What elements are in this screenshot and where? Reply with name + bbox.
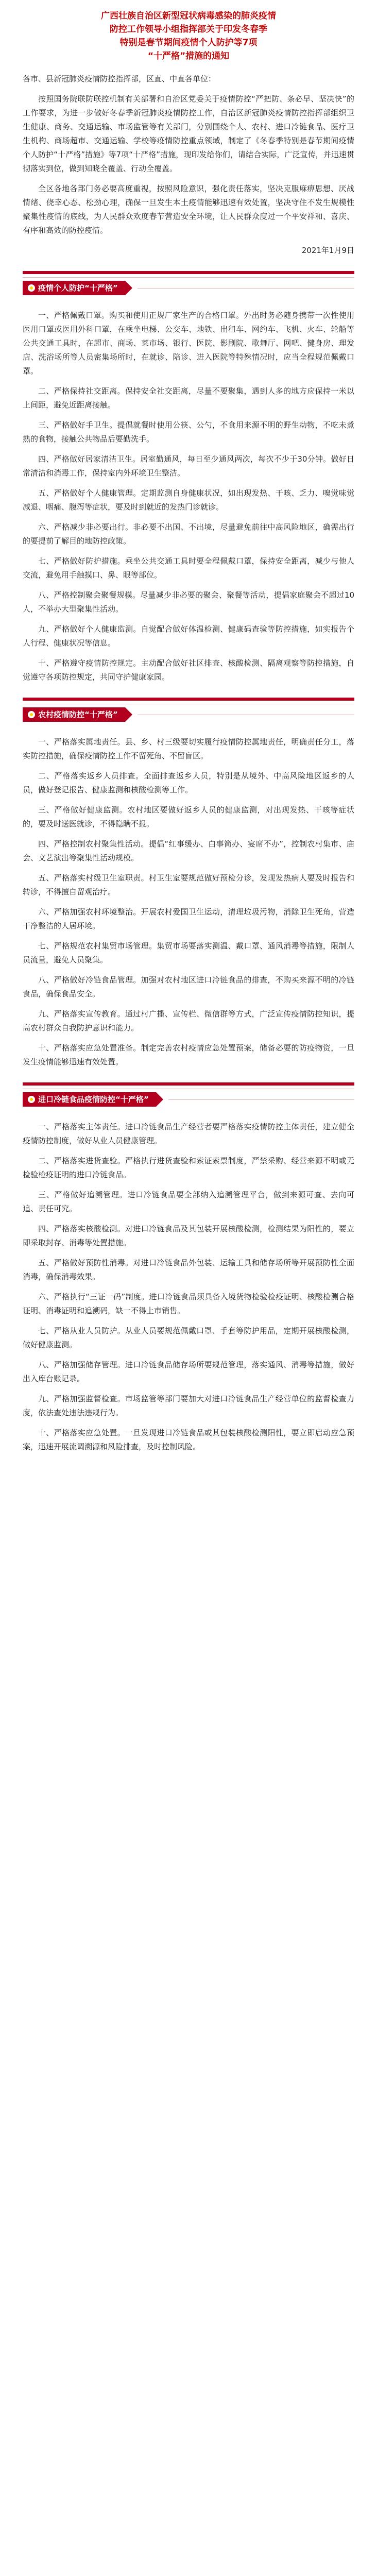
section-paragraph: 二、严格落实进货查验。严格执行进货查验和索证索票制度，严禁采购、经营来源不明或无检验检疫证明的进口冷链食品。 <box>23 1156 354 1179</box>
section-paragraph: 四、严格落实核酸检测。对进口冷链食品及其包装开展核酸检测，检测结果为阳性的，要立即采取封存、消毒等处置措施。 <box>23 1224 354 1247</box>
section-paragraph: 九、严格加强监督检查。市场监管等部门要加大对进口冷链食品生产经营单位的监督检查力度，依法查处违法违规行为。 <box>23 1394 354 1417</box>
section-paragraph: 九、严格做好个人健康监测。自觉配合做好体温检测、健康码查验等防控措施，如实报告个人行程、健康状况等信息。 <box>23 624 354 648</box>
intro-closing: 全区各地各部门务必要高度重视，按照风险意识，强化责任落实，坚决克服麻痹思想、厌战情绪、侥幸心态、松劲心理，确保一旦发生本土疫情能够迅速有效处置，坚决守住不发生规模性聚集性疫情的底线，为人民群众欢度春节营造安全环境，让人民群众度过一个平安祥和、喜庆、有序和高效的防控疫情。 <box>23 184 354 235</box>
section-header <box>23 698 354 725</box>
section-paragraph: 一、严格落实属地责任。县、乡、村三级要切实履行疫情防控属地责任，明确责任分工，落实防控措施，确保疫情防控工作不留死角、不留盲区。 <box>23 737 354 760</box>
notice-title <box>23 9 354 63</box>
section-paragraph: 二、严格落实返乡人员排查。全面排查返乡人员，特别是从境外、中高风险地区返乡的人员，做好登记报告、健康监测和核酸检测等工作。 <box>23 771 354 794</box>
section-paragraph: 一、严格落实主体责任。进口冷链食品生产经营者要严格落实疫情防控主体责任，建立健全疫情防控制度，做好从业人员健康管理。 <box>23 1122 354 1145</box>
section-header <box>23 1082 354 1110</box>
title-line: 广西壮族自治区新型冠状病毒感染的肺炎疫情 <box>101 11 276 21</box>
title-line: 特别是春节期间疫情个人防护等7项 <box>119 38 258 48</box>
section-paragraph: 二、严格保持社交距离。保持安全社交距离，尽量不要聚集，遇到人多的地方应保持一米以上间距，避免近距离接触。 <box>23 386 354 410</box>
section-tag <box>23 707 125 722</box>
section-paragraph: 五、严格落实村级卫生室职责。村卫生室要规范做好预检分诊，发现发热病人要及时报告和转诊，不得擅自留观治疗。 <box>23 873 354 896</box>
section-paragraph: 七、严格规范农村集贸市场管理。集贸市场要落实测温、戴口罩、通风消毒等措施，限制人员流量，避免人员聚集。 <box>23 941 354 964</box>
title-line: “十严格”措施的通知 <box>147 51 230 61</box>
section-paragraph: 七、严格从业人员防护。从业人员要规范佩戴口罩、手套等防护用品，定期开展核酸检测，做好健康监测。 <box>23 1326 354 1349</box>
section-paragraph: 五、严格做好预防性消毒。对进口冷链食品外包装、运输工具和储存场所等开展预防性全面消毒，确保消毒效果。 <box>23 1258 354 1281</box>
section-paragraph: 九、严格落实宣传教育。通过村广播、宣传栏、微信群等方式，广泛宣传疫情防控知识，提高农村群众自我防护意识和能力。 <box>23 1009 354 1032</box>
section-paragraph: 三、严格做好追溯管理。进口冷链食品要全部纳入追溯管理平台，做到来源可查、去向可追、责任可究。 <box>23 1190 354 1213</box>
section-divider <box>168 1099 354 1100</box>
section-paragraph: 五、严格做好个人健康管理。定期监测自身健康状况，如出现发热、干咳、乏力、嗅觉味觉减退、咽痛、腹泻等症状，要及时到就近的发热门诊就诊。 <box>23 488 354 512</box>
section-paragraph: 八、严格加强储存管理。进口冷链食品储存场所要规范管理，落实通风、消毒等措施，做好出入库台账记录。 <box>23 1360 354 1383</box>
flower-icon <box>28 284 35 292</box>
section-paragraph: 三、严格做好健康监测。农村地区要做好返乡人员的健康监测，对出现发热、干咳等症状的，要及时送医就诊，不得隐瞒不报。 <box>23 805 354 828</box>
section-paragraph: 四、严格控制农村聚集性活动。提倡“红事缓办、白事简办、宴席不办”，控制农村集市、庙会、文艺演出等聚集性活动规模。 <box>23 839 354 862</box>
section-paragraph: 六、严格减少非必要出行。非必要不出国、不出境，尽量避免前往中高风险地区，确需出行的要提前了解目的地防控政策。 <box>23 522 354 546</box>
section-paragraph: 十、严格遵守疫情防控规定。主动配合做好社区排查、核酸检测、隔离观察等防控措施，自觉遵守各项防控规定，共同守护健康家园。 <box>23 658 354 682</box>
section-tag-label: 疫情个人防护“十严格” <box>38 283 118 293</box>
section-header <box>23 271 354 298</box>
title-line: 防控工作领导小组指挥部关于印发冬春季 <box>110 24 267 35</box>
section-paragraph: 一、严格佩戴口罩。购买和使用正规厂家生产的合格口罩。外出时务必随身携带一次性使用医用口罩或医用外科口罩，在乘坐电梯、公交车、地铁、出租车、网约车、飞机、火车、轮船等公共交通工具时，在超市、商场、菜市场、银行、医院、影剧院、歌舞厅、网吧、健身房、理发店、洗浴场所等人员密集场所时，在就诊、陪诊、进入医院等特殊情况时，应当全程规范佩戴口罩。 <box>23 311 354 376</box>
section-tag <box>23 281 125 295</box>
section-paragraph: 六、严格加强农村环境整治。开展农村爱国卫生运动，清理垃圾污物，消除卫生死角，营造干净整洁的人居环境。 <box>23 907 354 930</box>
flower-icon <box>28 711 35 718</box>
section-paragraph: 十、严格落实应急处置。一旦发现进口冷链食品或其包装核酸检测阳性，要立即启动应急预案，迅速开展流调溯源和风险排查，及时控制风险。 <box>23 1428 354 1451</box>
section-tag-label: 进口冷链食品疫情防控“十严格” <box>38 1095 149 1104</box>
section-divider <box>138 288 354 289</box>
salutation: 各市、县新冠肺炎疫情防控指挥部，区直、中直各单位： <box>23 74 216 83</box>
section-paragraph: 七、严格做好防护措施。乘坐公共交通工具时要全程佩戴口罩，保持安全距离，减少与他人交流，避免用手触摸口、鼻、眼等部位。 <box>23 556 354 580</box>
section-paragraph: 八、严格做好冷链食品管理。加强对农村地区进口冷链食品的排查，不购买来源不明的冷链食品，确保食品安全。 <box>23 975 354 998</box>
section-tag <box>23 1092 156 1107</box>
section-paragraph: 十、严格落实应急处置准备。制定完善农村疫情应急处置预案，储备必要的防疫物资，一旦发生疫情能够迅速有效处置。 <box>23 1043 354 1066</box>
section-paragraph: 三、严格做好手卫生。提倡就餐时使用公筷、公勺，不食用来源不明的野生动物，不吃未煮熟的食物，接触公共物品后要勤洗手。 <box>23 420 354 444</box>
section-paragraph: 八、严格控制聚会聚餐规模。尽量减少非必要的聚会、聚餐等活动，提倡家庭聚会不超过10人，不举办大型聚集性活动。 <box>23 590 354 614</box>
notice-date: 2021年1月9日 <box>301 246 354 255</box>
section-tag-label: 农村疫情防控“十严格” <box>38 710 118 719</box>
intro-paragraph: 按照国务院联防联控机制有关部署和自治区党委关于疫情防控“严把防、条必早、坚决快”的工作要求，为进一步做好冬春季新冠肺炎疫情防控工作，自治区新冠肺炎疫情防控指挥部组织卫生健康、商务、交通运输、市场监管等有关部门，分别围绕个人、农村、进口冷链食品、医疗卫生机构、商场超市、交通运输、学校等疫情防控重点领域，制定了《冬春季特别是春节期间疫情个人防护“十严格”措施》等7项“十严格”措施，现印发给你们，请结合实际，广泛宣传，并迅速贯彻落实到位，做到知晓全覆盖、行动全覆盖。 <box>23 94 354 173</box>
section-paragraph: 六、严格执行“三证一码”制度。进口冷链食品须具备入境货物检验检疫证明、核酸检测合格证明、消毒证明和追溯码，缺一不得上市销售。 <box>23 1292 354 1315</box>
flower-icon <box>28 1096 35 1103</box>
section-paragraph: 四、严格做好居家清洁卫生。居室勤通风，每日至少通风两次，每次不少于30分钟。做好日常清洁和消毒工作，保持室内外环境卫生整洁。 <box>23 454 354 478</box>
